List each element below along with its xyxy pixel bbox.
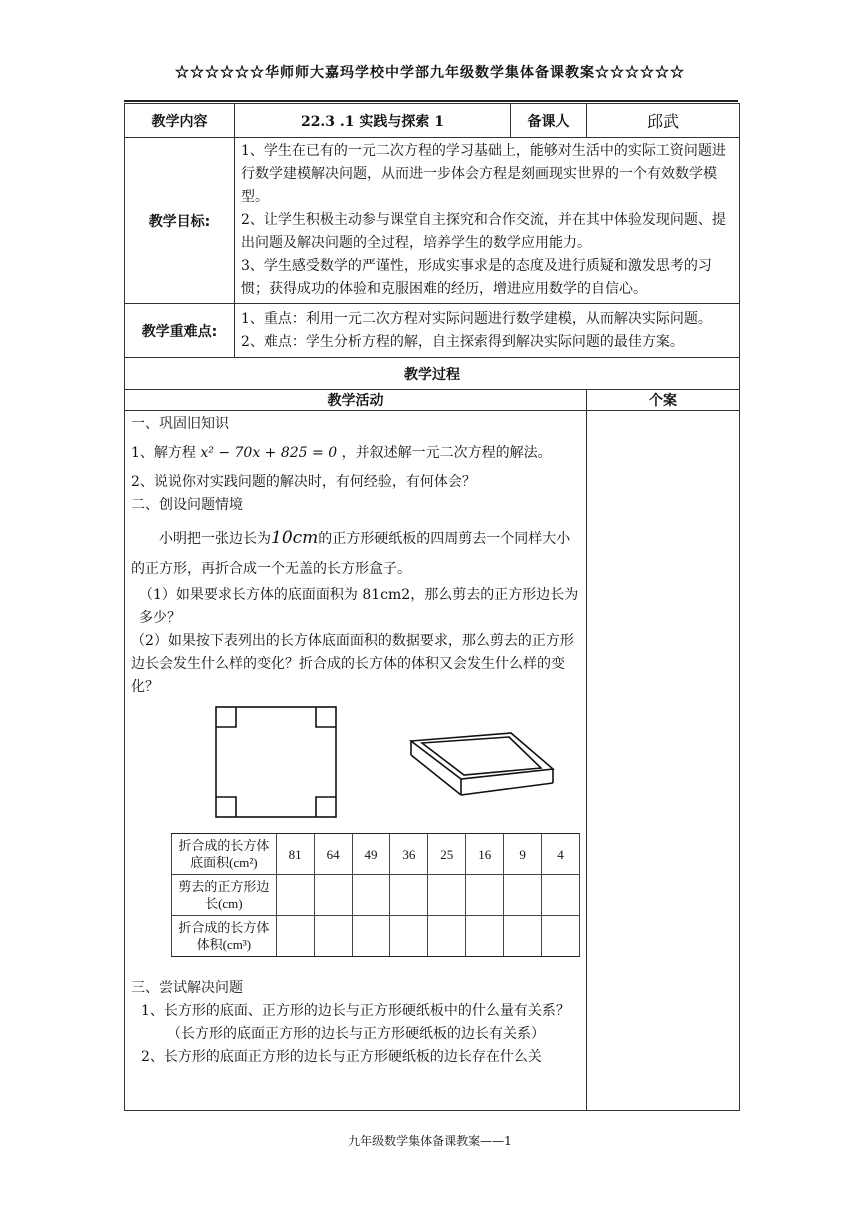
blank-cell[interactable] [466, 916, 504, 957]
flat-square-figure [216, 707, 337, 817]
section-1-title: 一、巩固旧知识 [131, 416, 229, 432]
key-point-item: 1、重点：利用一元二次方程对实际问题进行数学建模，从而解决实际问题。 [241, 310, 712, 327]
case-cell[interactable] [587, 411, 740, 1111]
blank-cell[interactable] [276, 916, 314, 957]
blank-cell[interactable] [352, 875, 390, 916]
sub-question-1: （1）如果要求长方体的底面面积为 81cm2，那么剪去的正方形边长为多少？ [139, 587, 579, 626]
figure-area [131, 705, 580, 825]
fill-row-area [172, 834, 580, 875]
goals-label: 教学目标: [125, 138, 235, 304]
row-label-area: 折合成的长方体底面积(cm²) [172, 834, 277, 875]
sub-question-2: （2）如果按下表列出的长方体底面面积的数据要求，那么剪去的正方形边长会发生什么样的变化？折合成的长方体的体积又会发生什么样的变化？ [131, 633, 574, 695]
info-row [125, 104, 740, 138]
blank-cell[interactable] [276, 875, 314, 916]
blank-cell[interactable] [390, 875, 428, 916]
problem-paragraph [131, 523, 580, 584]
area-cell: 4 [542, 834, 580, 875]
equation: x² − 70x + 825 = 0 [200, 445, 338, 461]
page-footer: 九年级数学集体备课教案——1 [348, 1134, 512, 1148]
process-body-row [125, 411, 740, 1111]
section-2-title: 二、创设问题情境 [131, 497, 243, 513]
row-label-side: 剪去的正方形边长(cm) [172, 875, 277, 916]
data-fill-table [171, 833, 580, 957]
problem-text-a: 小明把一张边长为 [159, 531, 271, 547]
blank-cell[interactable] [504, 875, 542, 916]
answer-3-1: （长方形的底面正方形的边长与正方形硬纸板的边长有关系） [167, 1026, 545, 1042]
question-3-2: 2、长方形的底面正方形的边长与正方形硬纸板的边长存在什么关 [141, 1049, 542, 1065]
content-value: 22.3 .1 实践与探索 1 [235, 104, 511, 138]
blank-cell[interactable] [542, 875, 580, 916]
problem-text-b: 的正方形硬纸板的四周剪去一个同样大小的正方形，再折合成一个无盖的长方形盒子。 [131, 531, 571, 577]
content-label: 教学内容 [125, 104, 235, 138]
question-1-1 [131, 442, 580, 465]
header-rule [124, 100, 738, 102]
side-length: 10cm [271, 528, 319, 548]
blank-cell[interactable] [504, 916, 542, 957]
goal-item: 2、让学生积极主动参与课堂自主探究和合作交流，并在其中体验发现问题、提出问题及解决问题的全过程，培养学生的数学应用能力。 [241, 212, 726, 251]
fill-row-volume [172, 916, 580, 957]
col-activity-header: 教学活动 [125, 390, 587, 411]
activity-cell [125, 411, 587, 1111]
row-label-volume: 折合成的长方体体积(cm³) [172, 916, 277, 957]
area-cell: 16 [466, 834, 504, 875]
preparer-label: 备课人 [511, 104, 587, 138]
process-title-row [125, 358, 740, 390]
page-header-title: ☆☆☆☆☆☆华师师大嘉玛学校中学部九年级数学集体备课教案☆☆☆☆☆☆ [175, 65, 685, 81]
key-points-label: 教学重难点: [125, 304, 235, 358]
goals-content [235, 138, 740, 304]
area-cell: 36 [390, 834, 428, 875]
question-3-1: 1、长方形的底面、正方形的边长与正方形硬纸板中的什么量有关系？ [141, 1003, 570, 1019]
section-3-title: 三、尝试解决问题 [131, 980, 243, 996]
lesson-plan-table [124, 103, 740, 1111]
blank-cell[interactable] [542, 916, 580, 957]
process-title: 教学过程 [125, 358, 740, 390]
area-cell: 64 [314, 834, 352, 875]
col-case-header: 个案 [587, 390, 740, 411]
open-box-figure [411, 733, 553, 795]
key-points-content [235, 304, 740, 358]
q1-prefix: 1、解方程 [131, 445, 196, 461]
blank-cell[interactable] [314, 916, 352, 957]
question-1-2: 2、说说你对实践问题的解决时，有何经验，有何体会？ [131, 474, 476, 490]
blank-cell[interactable] [428, 916, 466, 957]
blank-cell[interactable] [314, 875, 352, 916]
key-points-row [125, 304, 740, 358]
goals-row [125, 138, 740, 304]
blank-cell[interactable] [390, 916, 428, 957]
box-figures [131, 705, 571, 825]
key-point-item: 2、难点：学生分析方程的解，自主探索得到解决实际问题的最佳方案。 [241, 333, 684, 350]
preparer-value: 邱武 [587, 104, 740, 138]
goal-item: 1、学生在已有的一元二次方程的学习基础上，能够对生活中的实际工资问题进行数学建模解决问题，从而进一步体会方程是刻画现实世界的一个有效数学模型。 [241, 143, 726, 205]
q1-suffix: ，并叙述解一元二次方程的解法。 [341, 445, 552, 461]
goal-item: 3、学生感受数学的严谨性，形成实事求是的态度及进行质疑和激发思考的习惯；获得成功的体验和克服困难的经历，增进应用数学的自信心。 [241, 258, 712, 297]
blank-cell[interactable] [466, 875, 504, 916]
blank-cell[interactable] [428, 875, 466, 916]
area-cell: 81 [276, 834, 314, 875]
area-cell: 49 [352, 834, 390, 875]
process-columns-row [125, 390, 740, 411]
area-cell: 9 [504, 834, 542, 875]
area-cell: 25 [428, 834, 466, 875]
fill-row-side [172, 875, 580, 916]
blank-cell[interactable] [352, 916, 390, 957]
